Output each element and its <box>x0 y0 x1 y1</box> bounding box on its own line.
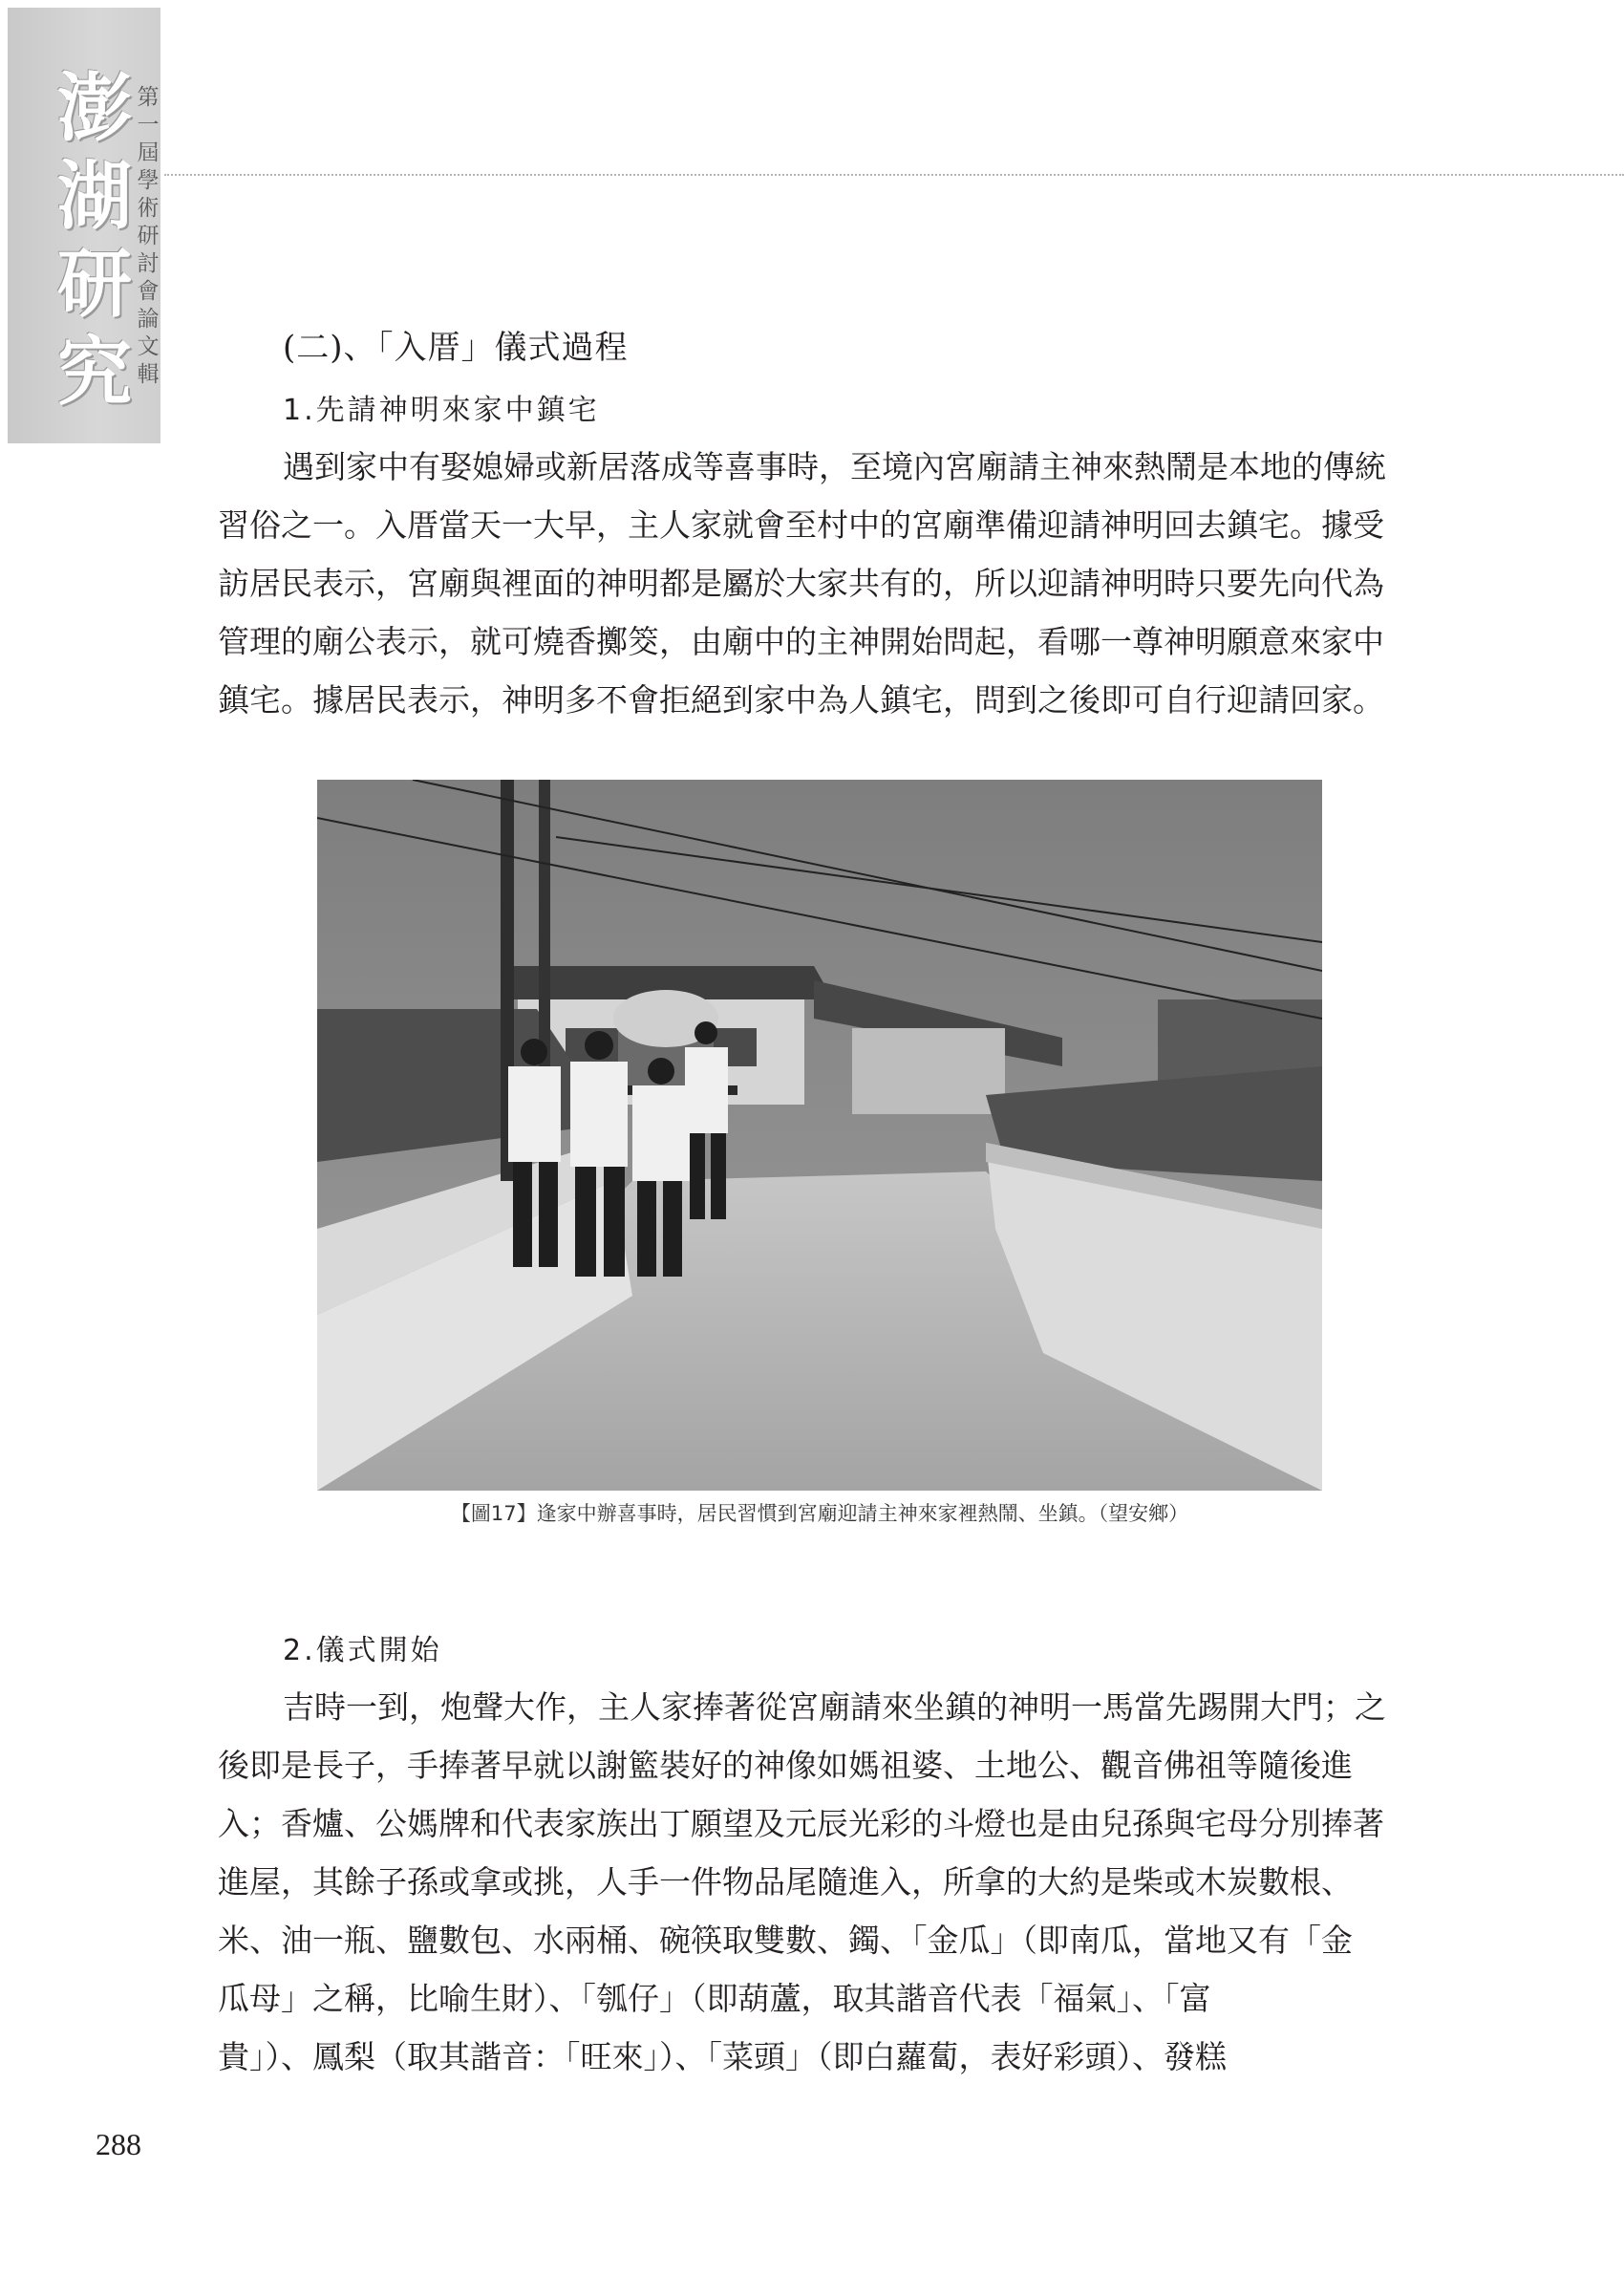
figure-17-photo <box>317 780 1322 1491</box>
paragraph-line: 貴」）、鳳梨（取其諧音：「旺來」）、「菜頭」（即白蘿蔔，表好彩頭）、發糕 <box>218 2038 1227 2075</box>
subsection-2-title: 2.儀式開始 <box>283 1634 442 1667</box>
journal-title-char: 澎 <box>56 65 132 152</box>
paragraph-line: 習俗之一。入厝當天一大早，主人家就會至村中的宮廟準備迎請神明回去鎮宅。據受 <box>218 506 1384 544</box>
subsection-1-title: 1.先請神明來家中鎮宅 <box>283 394 600 427</box>
journal-title-char: 湖 <box>56 153 132 240</box>
section-heading: (二)、「入厝」儀式過程 <box>283 329 629 367</box>
paragraph-line: 瓜母」之稱，比喻生財）、「瓠仔」（即葫蘆，取其諧音代表「福氣」、「富 <box>218 1980 1211 2017</box>
journal-title <box>52 65 138 417</box>
paragraph-line: 後即是長子，手捧著早就以謝籃裝好的神像如媽祖婆、土地公、觀音佛祖等隨後進 <box>218 1747 1353 1784</box>
paragraph-line: 米、油一瓶、鹽數包、水兩桶、碗筷取雙數、鐲、「金瓜」（即南瓜，當地又有「金 <box>218 1922 1353 1959</box>
journal-subtitle <box>136 84 160 389</box>
journal-subtitle-char: 術 <box>137 196 160 221</box>
paragraph-line: 管理的廟公表示，就可燒香擲筊，由廟中的主神開始問起，看哪一尊神明願意來家中 <box>218 623 1384 660</box>
journal-subtitle-char: 研 <box>137 224 160 248</box>
paragraph-line: 遇到家中有娶媳婦或新居落成等喜事時，至境內宮廟請主神來熱鬧是本地的傳統 <box>283 448 1386 485</box>
procession-photo-illustration <box>317 780 1322 1491</box>
journal-subtitle-char: 輯 <box>137 362 160 387</box>
paragraph-line: 鎮宅。據居民表示，神明多不會拒絕到家中為人鎮宅，問到之後即可自行迎請回家。 <box>218 681 1384 719</box>
paragraph-line: 訪居民表示，宮廟與裡面的神明都是屬於大家共有的，所以迎請神明時只要先向代為 <box>218 565 1384 602</box>
figure-17-caption: 【圖17】逢家中辦喜事時，居民習慣到宮廟迎請主神來家裡熱鬧、坐鎮。（望安鄉） <box>450 1502 1189 1525</box>
header-dotted-rule <box>164 174 1624 176</box>
journal-subtitle-char: 第 <box>137 85 160 110</box>
paragraph-line: 吉時一到，炮聲大作，主人家捧著從宮廟請來坐鎮的神明一馬當先踢開大門；之 <box>283 1688 1386 1726</box>
journal-subtitle-char: 屆 <box>137 140 160 165</box>
journal-title-char: 究 <box>56 329 132 416</box>
journal-title-char: 研 <box>56 241 132 328</box>
journal-subtitle-char: 學 <box>137 168 160 193</box>
journal-subtitle-char: 會 <box>137 279 160 304</box>
journal-subtitle-char: 一 <box>137 113 160 138</box>
journal-banner <box>8 8 160 443</box>
journal-subtitle-char: 討 <box>137 251 160 276</box>
subsection-1-paragraph <box>218 438 1423 729</box>
paragraph-line: 進屋，其餘子孫或拿或挑，人手一件物品尾隨進入，所拿的大約是柴或木炭數根、 <box>218 1863 1353 1901</box>
subsection-2-paragraph <box>218 1678 1423 2086</box>
journal-subtitle-char: 論 <box>137 307 160 332</box>
page-number: 288 <box>96 2127 141 2161</box>
paragraph-line: 入；香爐、公媽牌和代表家族出丁願望及元辰光彩的斗燈也是由兒孫與宅母分別捧著 <box>218 1805 1384 1842</box>
journal-subtitle-char: 文 <box>137 334 160 359</box>
